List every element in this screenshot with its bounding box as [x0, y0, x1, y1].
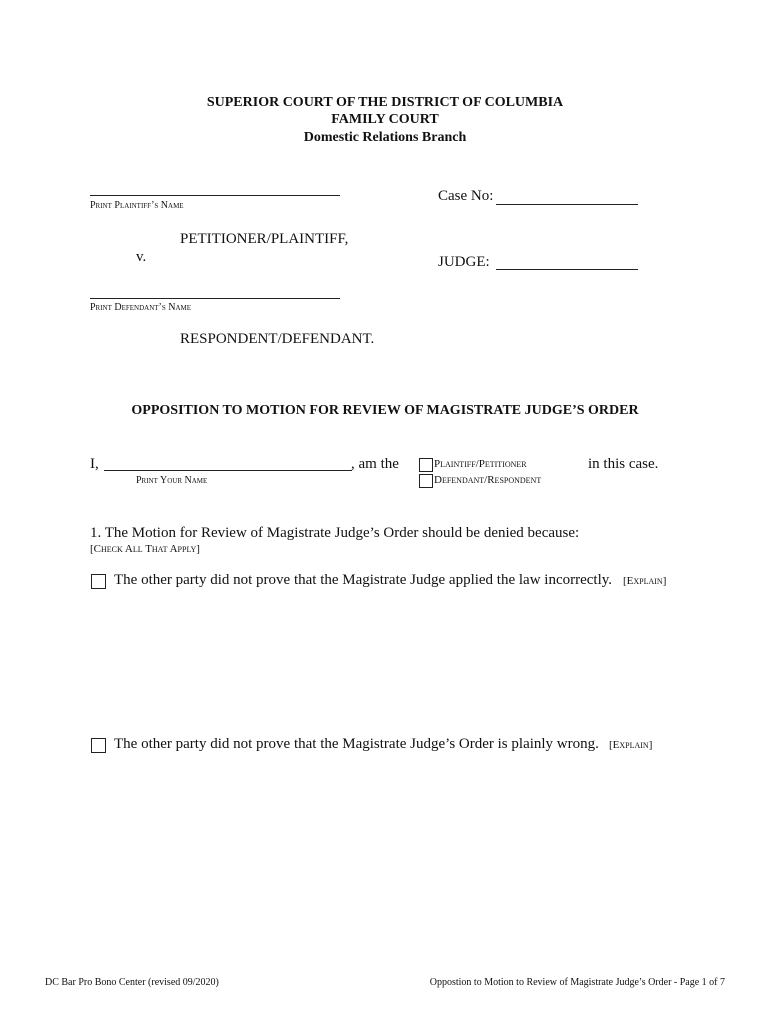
defendant-name-field[interactable]: [90, 298, 340, 299]
defendant-option-label: Defendant/Respondent: [434, 474, 542, 486]
judge-field[interactable]: [496, 269, 638, 270]
reason-2-text: The other party did not prove that the Magistrate Judge’s Order is plainly wrong.: [114, 736, 599, 752]
court-branch: Domestic Relations Branch: [303, 130, 467, 145]
reason-2-explain: [Explain]: [609, 739, 653, 751]
document-title: OPPOSITION TO MOTION FOR REVIEW OF MAGISTRATE JUDGE’S ORDER: [131, 403, 639, 418]
plaintiff-name-field[interactable]: [90, 195, 340, 196]
your-name-field[interactable]: [104, 470, 352, 471]
reason-1-checkbox[interactable]: [91, 574, 106, 589]
plaintiff-name-label: Print Plaintiff’s Name: [90, 200, 184, 211]
court-name: SUPERIOR COURT OF THE DISTRICT OF COLUMBIA: [206, 95, 564, 110]
case-no-label: Case No:: [438, 188, 494, 204]
statement-mid: , am the: [351, 456, 399, 472]
reason-1-text: The other party did not prove that the Magistrate Judge applied the law incorrectly.: [114, 572, 613, 588]
section1-instruction: [Check All That Apply]: [90, 543, 200, 555]
statement-suffix: in this case.: [588, 456, 659, 472]
plaintiff-role: PETITIONER/PLAINTIFF,: [180, 231, 349, 247]
plaintiff-checkbox[interactable]: [419, 458, 433, 472]
reason-2-checkbox[interactable]: [91, 738, 106, 753]
case-no-field[interactable]: [496, 204, 638, 205]
footer-right: Oppostion to Motion to Review of Magistrate Judge’s Order - Page 1 of 7: [429, 977, 725, 988]
reason-1-explain: [Explain]: [623, 575, 667, 587]
defendant-name-label: Print Defendant’s Name: [90, 302, 192, 313]
footer-left: DC Bar Pro Bono Center (revised 09/2020): [45, 977, 219, 988]
plaintiff-option-label: Plaintiff/Petitioner: [434, 458, 527, 470]
your-name-label: Print Your Name: [136, 475, 208, 486]
court-division: FAMILY COURT: [331, 112, 439, 127]
statement-prefix: I,: [90, 456, 99, 472]
section1-heading: 1. The Motion for Review of Magistrate Judge’s Order should be denied because:: [90, 525, 580, 541]
versus-text: v.: [136, 249, 147, 265]
defendant-checkbox[interactable]: [419, 474, 433, 488]
defendant-role: RESPONDENT/DEFENDANT.: [180, 331, 375, 347]
judge-label: JUDGE:: [438, 254, 490, 270]
